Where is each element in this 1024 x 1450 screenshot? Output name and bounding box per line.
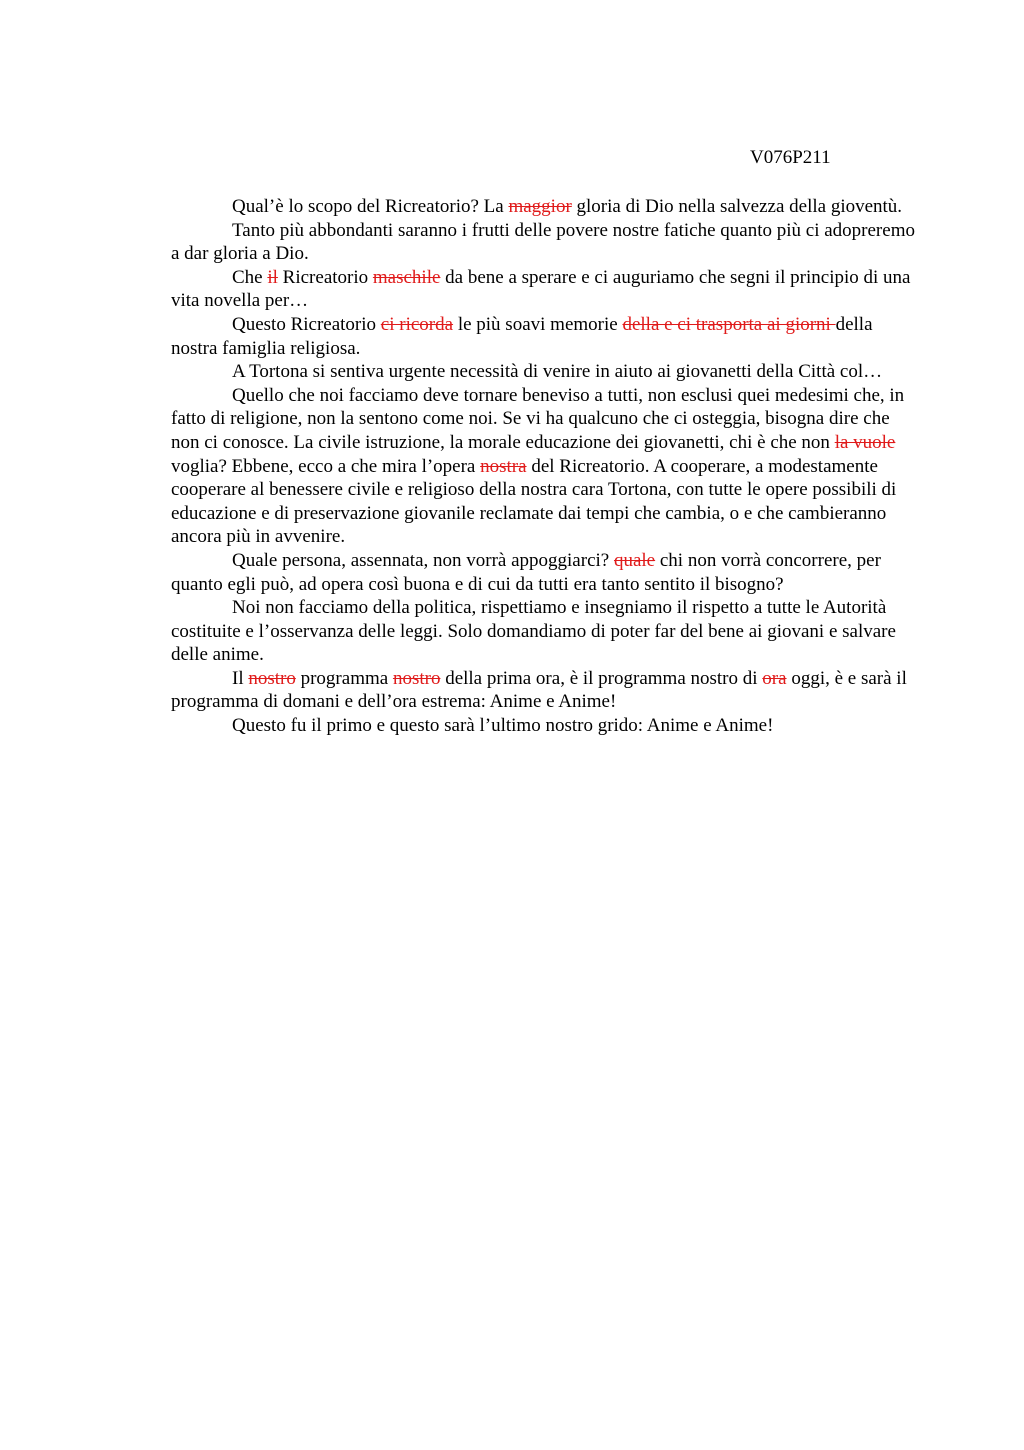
paragraph [171, 384, 921, 549]
deleted-text: nostro [248, 667, 296, 689]
text-segment: Questo fu il primo e questo sarà l’ultimo nostro grido: Anime e Anime! [232, 715, 774, 737]
deleted-text: ci ricorda [380, 313, 454, 335]
text-segment: Quale persona, assennata, non vorrà appoggiarci? [232, 549, 614, 571]
deleted-text: il [267, 266, 278, 288]
deleted-text: ora [762, 667, 787, 689]
text-segment: voglia? Ebbene, ecco a che mira l’opera [171, 455, 481, 477]
deleted-text: maggior [508, 196, 572, 217]
paragraph [171, 219, 921, 266]
document-body [171, 195, 921, 738]
deleted-text: della e ci trasporta ai giorni [622, 313, 836, 335]
deleted-text: nostro [392, 667, 441, 689]
paragraph [171, 313, 921, 360]
text-segment: Tanto più abbondanti saranno i frutti delle povere nostre fatiche quanto più ci adopreremo a dar gloria a Dio. [171, 219, 915, 265]
text-segment: della nostra famiglia religiosa. [171, 313, 873, 359]
deleted-text: nostra [480, 455, 527, 477]
paragraph [171, 360, 921, 384]
page-code: V076P211 [750, 147, 831, 168]
text-segment: programma [295, 667, 393, 689]
paragraph [171, 549, 921, 596]
text-segment: A Tortona si sentiva urgente necessità di venire in aiuto ai giovanetti della Città col… [232, 361, 883, 383]
text-segment: Che [232, 266, 268, 288]
paragraph [171, 195, 921, 219]
paragraph [171, 596, 921, 667]
text-segment: chi non vorrà concorrere, per quanto egli può, ad opera così buona e di cui da tutti era tanto sentito il bisogno? [171, 549, 881, 595]
text-segment: Quello che noi facciamo deve tornare beneviso a tutti, non esclusi quei medesimi che, in fatto di religione, non la sentono come noi. Se vi ha qualcuno che ci osteggia, bisogna dire che non ci conosce. La civile istruzione, la morale educazione dei giovanetti, chi è che non [171, 384, 905, 453]
text-segment: della prima ora, è il programma nostro di [440, 667, 763, 689]
paragraph [171, 667, 921, 714]
deleted-text: quale [613, 549, 656, 571]
text-segment: Il [232, 667, 249, 689]
text-segment: gloria di Dio nella salvezza della gioventù. [571, 196, 903, 217]
text-segment: da bene a sperare e ci auguriamo che segni il principio di una vita novella per… [171, 266, 911, 312]
deleted-text: maschile [372, 266, 441, 288]
paragraph [171, 714, 921, 738]
paragraph [171, 266, 921, 313]
text-segment: Noi non facciamo della politica, rispettiamo e insegniamo il rispetto a tutte le Autorità costituite e l’osservanza delle leggi. Solo domandiamo di poter far del bene ai giovani e salvare delle anime. [171, 597, 896, 666]
text-segment: Ricreatorio [277, 266, 373, 288]
text-segment: oggi, è e sarà il programma di domani e dell’ora estrema: Anime e Anime! [171, 667, 907, 713]
text-segment: le più soavi memorie [453, 313, 623, 335]
text-segment: Questo Ricreatorio [232, 313, 381, 335]
text-segment: Qual’è lo scopo del Ricreatorio? La [232, 196, 509, 217]
deleted-text: la vuole [834, 431, 896, 453]
text-segment: del Ricreatorio. A cooperare, a modestamente cooperare al benessere civile e religioso della nostra cara Tortona, con tutte le opere possibili di educazione e di preservazione giovanile reclamate dai tempi che cambia, o e che cambieranno ancora più in avvenire. [171, 455, 897, 548]
